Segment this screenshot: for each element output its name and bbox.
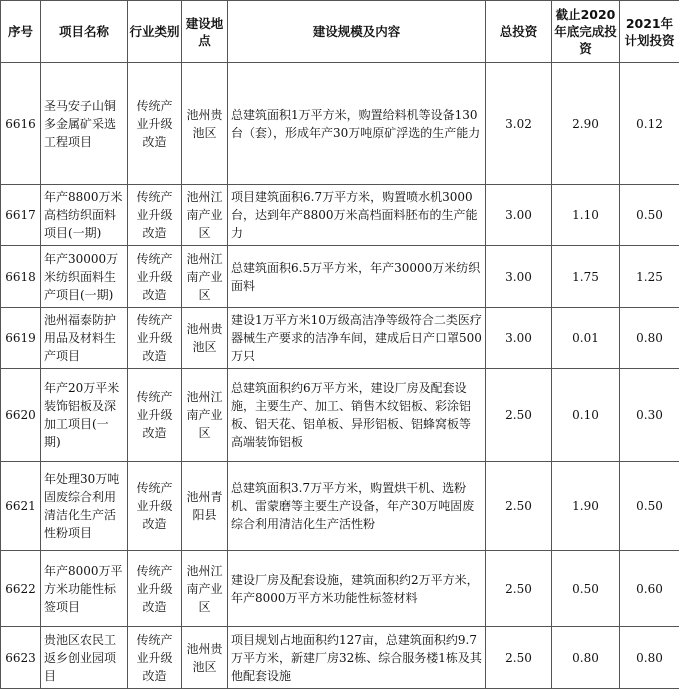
cell-content: 总建筑面积1万平方米，购置给料机等设备130台（套），形成年产30万吨原矿浮选的生产能力 (228, 63, 486, 185)
cell-total-investment: 3.02 (486, 63, 552, 185)
cell-total-investment: 2.50 (486, 551, 552, 627)
cell-content: 总建筑面积3.7万平方米，购置烘干机、选粉机、雷蒙磨等主要生产设备，年产30万吨固废综合利用清洁化生产活性粉 (228, 462, 486, 551)
cell-industry: 传统产业升级改造 (128, 551, 182, 627)
cell-completed-investment: 0.80 (552, 627, 620, 689)
cell-id: 6623 (1, 627, 41, 689)
cell-total-investment: 3.00 (486, 185, 552, 246)
header-total-investment: 总投资 (486, 1, 552, 63)
cell-plan-investment: 0.50 (620, 462, 679, 551)
table-row (1, 369, 679, 462)
table-row (1, 462, 679, 551)
header-completed-investment: 截止2020年底完成投资 (552, 1, 620, 63)
cell-plan-investment: 0.80 (620, 308, 679, 369)
cell-content: 项目建筑面积6.7万平方米，购置喷水机3000台，达到年产8800万米高档面料胚布的生产能力 (228, 185, 486, 246)
cell-total-investment: 2.50 (486, 462, 552, 551)
table-row (1, 246, 679, 308)
cell-total-investment: 2.50 (486, 627, 552, 689)
header-content: 建设规模及内容 (228, 1, 486, 63)
table-row (1, 551, 679, 627)
cell-total-investment: 2.50 (486, 369, 552, 462)
cell-completed-investment: 1.90 (552, 462, 620, 551)
cell-plan-investment: 0.12 (620, 63, 679, 185)
cell-project-name: 年产8800万米高档纺织面料项目(一期) (41, 185, 128, 246)
cell-project-name: 贵池区农民工返乡创业园项目 (41, 627, 128, 689)
cell-location: 池州江南产业区 (182, 246, 228, 308)
cell-id: 6619 (1, 308, 41, 369)
cell-id: 6617 (1, 185, 41, 246)
cell-project-name: 年产30000万米纺织面料生产项目(一期) (41, 246, 128, 308)
header-project-name: 项目名称 (41, 1, 128, 63)
cell-completed-investment: 0.01 (552, 308, 620, 369)
cell-location: 池州青阳县 (182, 462, 228, 551)
cell-industry: 传统产业升级改造 (128, 462, 182, 551)
cell-completed-investment: 0.10 (552, 369, 620, 462)
cell-location: 池州贵池区 (182, 63, 228, 185)
cell-industry: 传统产业升级改造 (128, 369, 182, 462)
table-row (1, 63, 679, 185)
cell-location: 池州贵池区 (182, 627, 228, 689)
cell-id: 6620 (1, 369, 41, 462)
cell-completed-investment: 2.90 (552, 63, 620, 185)
cell-industry: 传统产业升级改造 (128, 308, 182, 369)
cell-plan-investment: 0.80 (620, 627, 679, 689)
cell-content: 建设1万平方米10万级高洁净等级符合二类医疗器械生产要求的洁净车间，建成后日产口罩500万只 (228, 308, 486, 369)
table-row (1, 185, 679, 246)
cell-plan-investment: 0.30 (620, 369, 679, 462)
table-header-row (1, 1, 679, 63)
cell-industry: 传统产业升级改造 (128, 627, 182, 689)
cell-total-investment: 3.00 (486, 246, 552, 308)
table-row (1, 308, 679, 369)
cell-completed-investment: 1.75 (552, 246, 620, 308)
cell-plan-investment: 0.50 (620, 185, 679, 246)
cell-project-name: 池州福泰防护用品及材料生产项目 (41, 308, 128, 369)
cell-project-name: 圣马安子山铜多金属矿采选工程项目 (41, 63, 128, 185)
header-id: 序号 (1, 1, 41, 63)
cell-content: 总建筑面积约6万平方米，建设厂房及配套设施，主要生产、加工、销售木纹铝板、彩涂铝板、铝天花、铝单板、异形铝板、铝蜂窝板等高端装饰铝板 (228, 369, 486, 462)
cell-content: 建设厂房及配套设施，建筑面积约2万平方米，年产8000万平方米功能性标签材料 (228, 551, 486, 627)
cell-project-name: 年产20万平米装饰铝板及深加工项目(一期) (41, 369, 128, 462)
cell-location: 池州江南产业区 (182, 551, 228, 627)
cell-project-name: 年产8000万平方米功能性标签项目 (41, 551, 128, 627)
table-row (1, 627, 679, 689)
cell-industry: 传统产业升级改造 (128, 63, 182, 185)
cell-location: 池州贵池区 (182, 308, 228, 369)
cell-location: 池州江南产业区 (182, 185, 228, 246)
cell-id: 6618 (1, 246, 41, 308)
cell-id: 6621 (1, 462, 41, 551)
cell-project-name: 年处理30万吨固废综合利用清洁化生产活性粉项目 (41, 462, 128, 551)
cell-plan-investment: 0.60 (620, 551, 679, 627)
cell-industry: 传统产业升级改造 (128, 185, 182, 246)
header-location: 建设地点 (182, 1, 228, 63)
cell-content: 总建筑面积6.5万平方米，年产30000万米纺织面料 (228, 246, 486, 308)
cell-completed-investment: 1.10 (552, 185, 620, 246)
cell-location: 池州江南产业区 (182, 369, 228, 462)
cell-content: 项目规划占地面积约127亩，总建筑面积约9.7万平方米，新建厂房32栋、综合服务楼1栋及其他配套设施 (228, 627, 486, 689)
header-industry: 行业类别 (128, 1, 182, 63)
header-plan-investment: 2021年计划投资 (620, 1, 679, 63)
cell-completed-investment: 0.50 (552, 551, 620, 627)
cell-id: 6622 (1, 551, 41, 627)
cell-id: 6616 (1, 63, 41, 185)
cell-industry: 传统产业升级改造 (128, 246, 182, 308)
cell-total-investment: 3.00 (486, 308, 552, 369)
cell-plan-investment: 1.25 (620, 246, 679, 308)
